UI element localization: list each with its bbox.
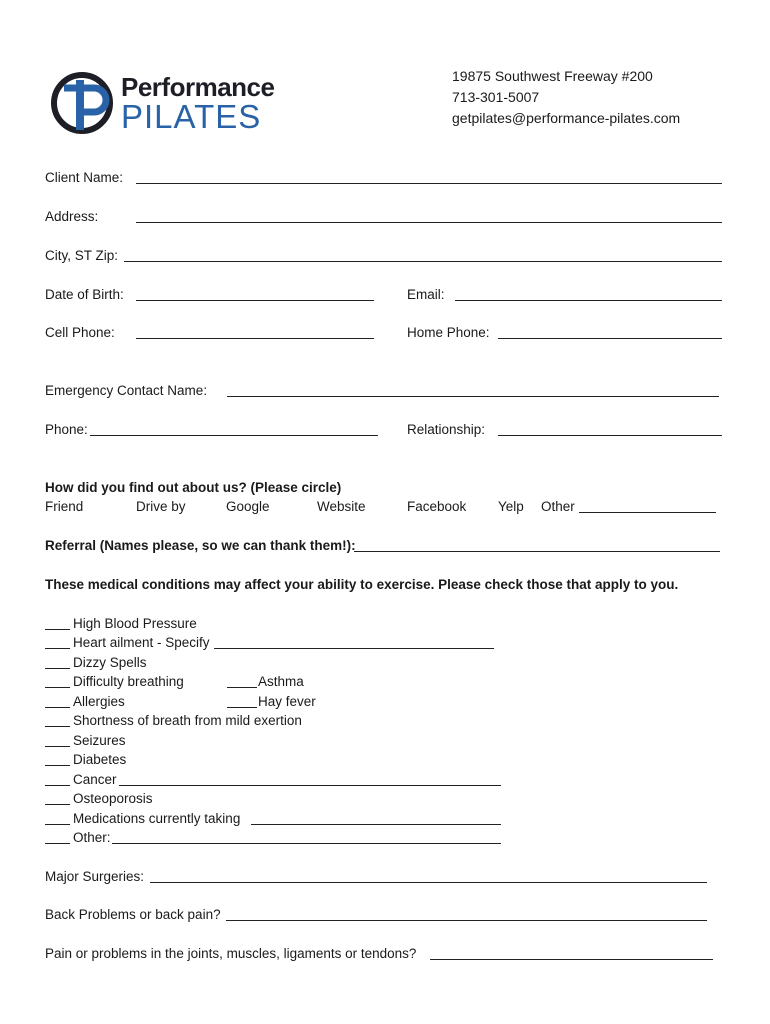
condition-item: Seizures: [73, 733, 126, 748]
condition-item: Cancer: [73, 772, 117, 787]
referral-field[interactable]: [354, 551, 720, 552]
client-name-field[interactable]: [136, 183, 722, 184]
joints-label: Pain or problems in the joints, muscles, ligaments or tendons?: [45, 946, 417, 961]
contact-phone: 713-301-5007: [452, 89, 540, 105]
checkbox-line[interactable]: [227, 687, 257, 688]
option-other[interactable]: Other: [541, 499, 575, 514]
email-label: Email:: [407, 287, 445, 302]
surgeries-label: Major Surgeries:: [45, 869, 145, 884]
cancer-detail-field[interactable]: [119, 785, 501, 786]
address-label: Address:: [45, 209, 99, 224]
checkbox-line[interactable]: [45, 843, 70, 844]
condition-item: Other:: [73, 830, 111, 845]
condition-item: Allergies: [73, 694, 125, 709]
checkbox-line[interactable]: [45, 668, 70, 669]
checkbox-line[interactable]: [45, 804, 70, 805]
checkbox-line[interactable]: [45, 746, 70, 747]
checkbox-line[interactable]: [45, 687, 70, 688]
back-field[interactable]: [226, 920, 707, 921]
address-field[interactable]: [136, 222, 722, 223]
condition-item: Osteoporosis: [73, 791, 153, 806]
condition-item: Shortness of breath from mild exertion: [73, 713, 302, 728]
checkbox-line[interactable]: [45, 726, 70, 727]
contact-block: [452, 66, 680, 129]
option-website[interactable]: Website: [317, 499, 366, 514]
referral-label: Referral (Names please, so we can thank them!):: [45, 538, 356, 553]
checkbox-line[interactable]: [45, 824, 70, 825]
relationship-label: Relationship:: [407, 422, 486, 437]
emergency-phone-field[interactable]: [90, 435, 378, 436]
city-label: City, ST Zip:: [45, 248, 119, 263]
emergency-field[interactable]: [227, 396, 719, 397]
medications-field[interactable]: [251, 824, 501, 825]
option-friend[interactable]: Friend: [45, 499, 84, 514]
home-label: Home Phone:: [407, 325, 490, 340]
checkbox-line[interactable]: [45, 765, 70, 766]
surgeries-field[interactable]: [150, 882, 707, 883]
brand-line-1: Performance: [121, 72, 275, 102]
checkbox-line[interactable]: [45, 629, 70, 630]
condition-item: Asthma: [258, 674, 304, 689]
emergency-phone-label: Phone:: [45, 422, 88, 437]
cell-label: Cell Phone:: [45, 325, 115, 340]
other-condition-field[interactable]: [112, 843, 501, 844]
other-source-field[interactable]: [579, 512, 716, 513]
company-logo: [50, 70, 275, 138]
heart-specify-field[interactable]: [214, 648, 494, 649]
checkbox-line[interactable]: [45, 707, 70, 708]
checkbox-line[interactable]: [227, 707, 257, 708]
joints-field[interactable]: [430, 959, 713, 960]
back-label: Back Problems or back pain?: [45, 907, 221, 922]
brand-line-2: PILATES: [121, 98, 262, 135]
medical-intro: These medical conditions may affect your ability to exercise. Please check those that apply to you.: [45, 577, 679, 592]
condition-item: Heart ailment - Specify: [73, 635, 210, 650]
checkbox-line[interactable]: [45, 785, 70, 786]
relationship-field[interactable]: [498, 435, 722, 436]
cell-field[interactable]: [136, 338, 374, 339]
contact-email: getpilates@performance-pilates.com: [452, 110, 681, 126]
client-name-label: Client Name:: [45, 170, 124, 185]
checkbox-line[interactable]: [45, 648, 70, 649]
condition-item: Difficulty breathing: [73, 674, 184, 689]
condition-item: Dizzy Spells: [73, 655, 147, 670]
pilates-logo-icon: [50, 70, 114, 136]
city-field[interactable]: [124, 261, 722, 262]
contact-address: 19875 Southwest Freeway #200: [452, 68, 653, 84]
condition-item: Medications currently taking: [73, 811, 241, 826]
dob-field[interactable]: [136, 300, 374, 301]
home-field[interactable]: [498, 338, 722, 339]
option-facebook[interactable]: Facebook: [407, 499, 467, 514]
option-drive-by[interactable]: Drive by: [136, 499, 186, 514]
option-google[interactable]: Google: [226, 499, 270, 514]
email-field[interactable]: [455, 300, 722, 301]
condition-item: Hay fever: [258, 694, 316, 709]
condition-item: High Blood Pressure: [73, 616, 197, 631]
condition-item: Diabetes: [73, 752, 127, 767]
emergency-label: Emergency Contact Name:: [45, 383, 208, 398]
option-yelp[interactable]: Yelp: [498, 499, 524, 514]
dob-label: Date of Birth:: [45, 287, 124, 302]
find-us-question: How did you find out about us? (Please circle): [45, 480, 342, 495]
